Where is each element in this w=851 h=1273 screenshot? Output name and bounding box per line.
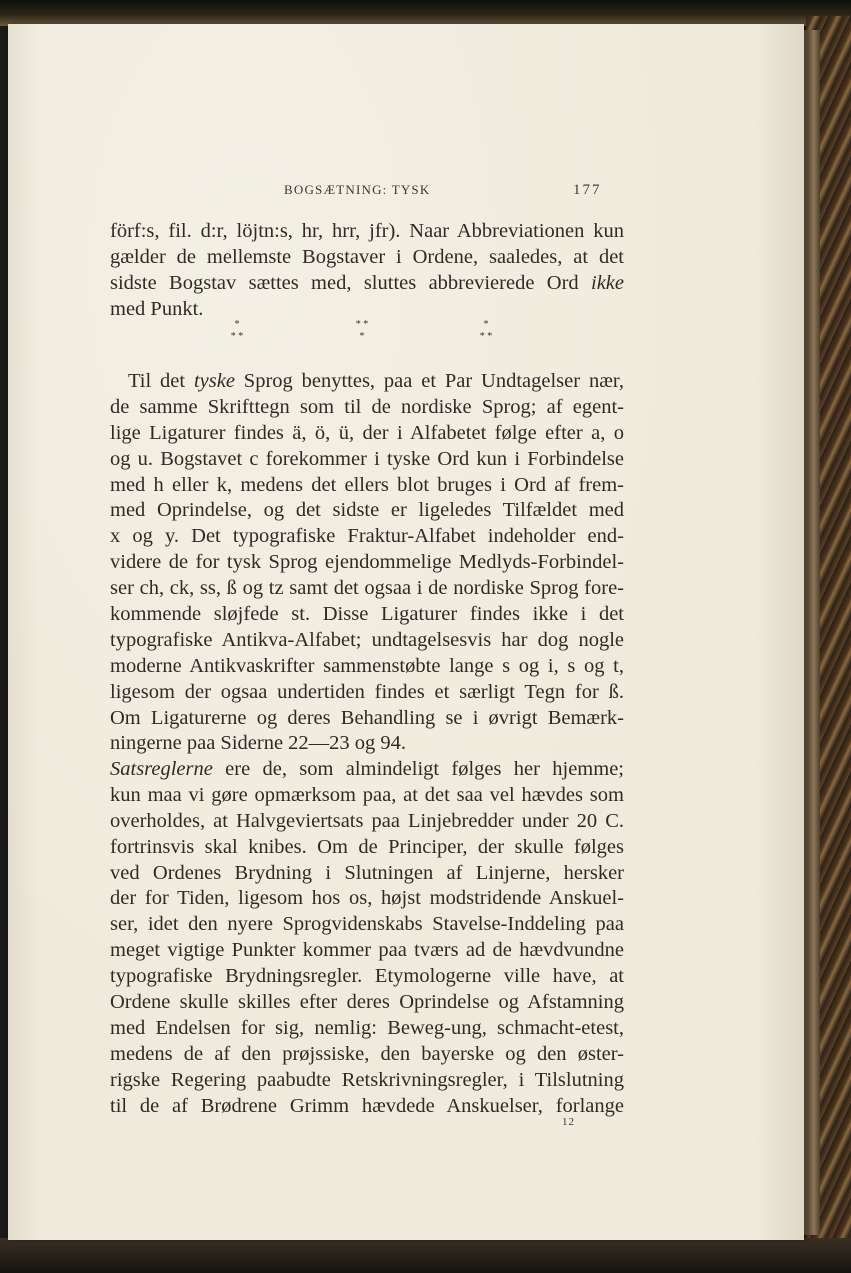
running-head-title: BOGSÆTNING: TYSK <box>284 182 431 197</box>
text-line: moderne Antikvaskrifter sammenstøbte lange s og i, s og t, <box>110 654 624 677</box>
text-line: ser, idet den nyere Sprogvidenskabs Stavelse-Inddeling paa <box>110 913 624 936</box>
page-number: 177 <box>573 182 602 198</box>
text-span: Til det <box>128 370 194 392</box>
text-line: lige Ligaturer findes ä, ö, ü, der i Alfabetet følge efter a, o <box>110 421 624 444</box>
text-line: ser ch, ck, ss, ß og tz samt det ogsaa i de nordiske Sprog fore- <box>110 577 624 600</box>
paragraph-1 <box>110 219 624 323</box>
asterism-ornament <box>110 319 624 359</box>
text-line: förf:s, fil. d:r, löjtn:s, hr, hrr, jfr). Naar Abbreviationen kun <box>110 220 624 242</box>
text-line <box>110 369 624 395</box>
text-line: medens de af den prøjssiske, den bayerske og den øster- <box>110 1042 624 1065</box>
body-text <box>110 219 624 1117</box>
asterisk-group <box>466 319 506 343</box>
text-span: Sprog benyttes, paa et Par Undtagelser nær, <box>234 370 624 392</box>
text-line: kommende sløjfede st. Disse Ligaturer findes ikke i det <box>110 603 624 626</box>
text-line: med Punkt. <box>110 297 204 320</box>
asterisk: * <box>234 319 240 330</box>
book-bottom-edge <box>0 1238 851 1273</box>
text-line: ved Ordenes Brydning i Slutningen af Linjerne, hersker <box>110 861 624 884</box>
text-line: x og y. Det typografiske Fraktur-Alfabet indeholder end- <box>110 525 624 548</box>
text-line: fortrinsvis skal knibes. Om de Principer, der skulle følges <box>110 835 624 858</box>
text-line: meget vigtige Punkter kommer paa tværs ad de hævdvundne <box>110 939 624 962</box>
asterisk: * <box>359 331 365 342</box>
paragraph-3 <box>110 757 624 1119</box>
asterisk-group <box>217 319 257 343</box>
text-line: der for Tiden, ligesom hos os, højst modstridende Anskuel- <box>110 887 624 910</box>
text-line: med Endelsen for sig, nemlig: Beweg-ung, schmacht-etest, <box>110 1016 624 1039</box>
asterisk-group <box>342 319 382 343</box>
text-line: gælder de mellemste Bogstaver i Ordene, saaledes, at det <box>110 245 624 268</box>
asterisk: * <box>483 319 489 330</box>
text-line: og u. Bogstavet c forekommer i tyske Ord kun i Forbindelse <box>110 447 624 470</box>
italic-word: tyske <box>193 370 235 392</box>
asterisk: * * <box>479 331 493 342</box>
text-line: med h eller k, medens det ellers blot bruges i Ord af frem- <box>110 473 624 496</box>
signature-mark: 12 <box>562 1116 575 1128</box>
asterisk: * * <box>230 331 244 342</box>
text-line: videre de for tysk Sprog ejendommelige Medlyds-Forbindel- <box>110 551 624 574</box>
text-line: ligesom der ogsaa undertiden findes et særligt Tegn for ß. <box>110 680 624 703</box>
book-top-edge <box>0 0 851 26</box>
running-head <box>8 154 804 198</box>
text-line: overholdes, at Halvgeviertsats paa Linjebredder under 20 C. <box>110 809 624 832</box>
text-line: rigske Regering paabudte Retskrivningsregler, i Tilslutning <box>110 1068 624 1091</box>
text-span: sidste Bogstav sættes med, sluttes abbrevierede Ord <box>110 271 591 294</box>
text-line <box>110 271 624 297</box>
paragraph-2 <box>110 369 624 757</box>
book-page <box>8 24 804 1240</box>
text-line <box>110 757 624 783</box>
asterisk: * * <box>355 319 369 330</box>
text-line: Ordene skulle skilles efter deres Oprindelse og Afstamning <box>110 991 624 1014</box>
italic-word: Satsreglerne <box>110 758 213 780</box>
text-line: Om Ligaturerne og deres Behandling se i øvrigt Bemærk- <box>110 706 624 729</box>
italic-word: ikke <box>591 271 624 294</box>
text-line: ningerne paa Siderne 22—23 og 94. <box>110 732 407 755</box>
text-line: kun maa vi gøre opmærksom paa, at det saa vel hævdes som <box>110 783 624 806</box>
text-line: de samme Skrifttegn som til de nordiske Sprog; af egent- <box>110 395 624 418</box>
text-line: typografiske Brydningsregler. Etymologerne ville have, at <box>110 965 624 988</box>
text-line: med Oprindelse, og det sidste er ligeledes Tilfældet med <box>110 499 624 522</box>
text-line: typografiske Antikva-Alfabet; undtagelsesvis har dog nogle <box>110 628 624 651</box>
text-line: til de af Brødrene Grimm hævdede Anskuelser, forlange <box>110 1094 624 1117</box>
text-span: ere de, som almindeligt følges her hjemme; <box>212 758 624 780</box>
